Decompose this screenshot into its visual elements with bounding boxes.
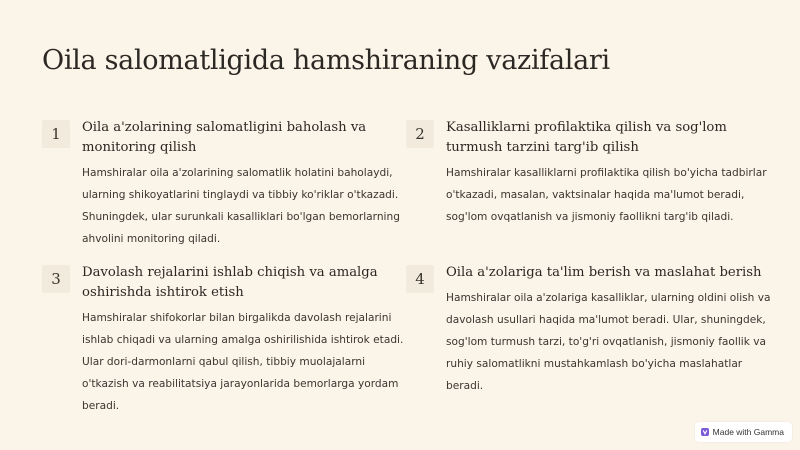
card-number: 2 xyxy=(406,120,434,148)
slide-title: Oila salomatligida hamshiraning vazifalari xyxy=(42,45,610,76)
gamma-logo-icon xyxy=(701,428,709,436)
card-number: 3 xyxy=(42,265,70,293)
card-description: Hamshiralar oila a'zolariga kasalliklar, ularning oldini olish va davolash usullari haqida ma'lumot beradi. Ular, shuningdek, sog'lom turmush tarzi, to'g'ri ovqatlanish, jismoniy faollik va ruhiy salomatlikni mustahkamlash bo'yicha maslahatlar beradi. xyxy=(446,292,771,392)
card-number: 4 xyxy=(406,265,434,293)
card-title: Davolash rejalarini ishlab chiqish va amalga oshirishda ishtirok etish xyxy=(82,265,378,300)
card-title: Oila a'zolariga ta'lim berish va maslahat berish xyxy=(446,265,762,280)
card-description: Hamshiralar kasalliklarni profilaktika qilish bo'yicha tadbirlar o'tkazadi, masalan, vaktsinalar haqida ma'lumot beradi, sog'lom ovqatlanish va jismoniy faollikni targ'ib qiladi. xyxy=(446,167,767,223)
card-title: Kasalliklarni profilaktika qilish va sog'lom turmush tarzini targ'ib qilish xyxy=(446,120,727,155)
card-number: 1 xyxy=(42,120,70,148)
card-description: Hamshiralar shifokorlar bilan birgalikda davolash rejalarini ishlab chiqadi va ularning amalga oshirilishida ishtirok etadi. Ular dori-darmonlarni qabul qilish, tibbiy muolajalarni o'tkazish va reabilitatsiya jarayonlarida bemorlarga yordam beradi. xyxy=(82,312,404,412)
badge-label: Made with Gamma xyxy=(712,427,784,437)
made-with-gamma-badge[interactable] xyxy=(695,422,792,442)
card-description: Hamshiralar oila a'zolarining salomatlik holatini baholaydi, ularning shikoyatlarini tinglaydi va tibbiy ko'riklar o'tkazadi. Shuningdek, ular surunkali kasalliklari bo'lgan bemorlarning ahvolini monitoring qiladi. xyxy=(82,167,400,245)
card-title: Oila a'zolarining salomatligini baholash va monitoring qilish xyxy=(82,120,367,155)
